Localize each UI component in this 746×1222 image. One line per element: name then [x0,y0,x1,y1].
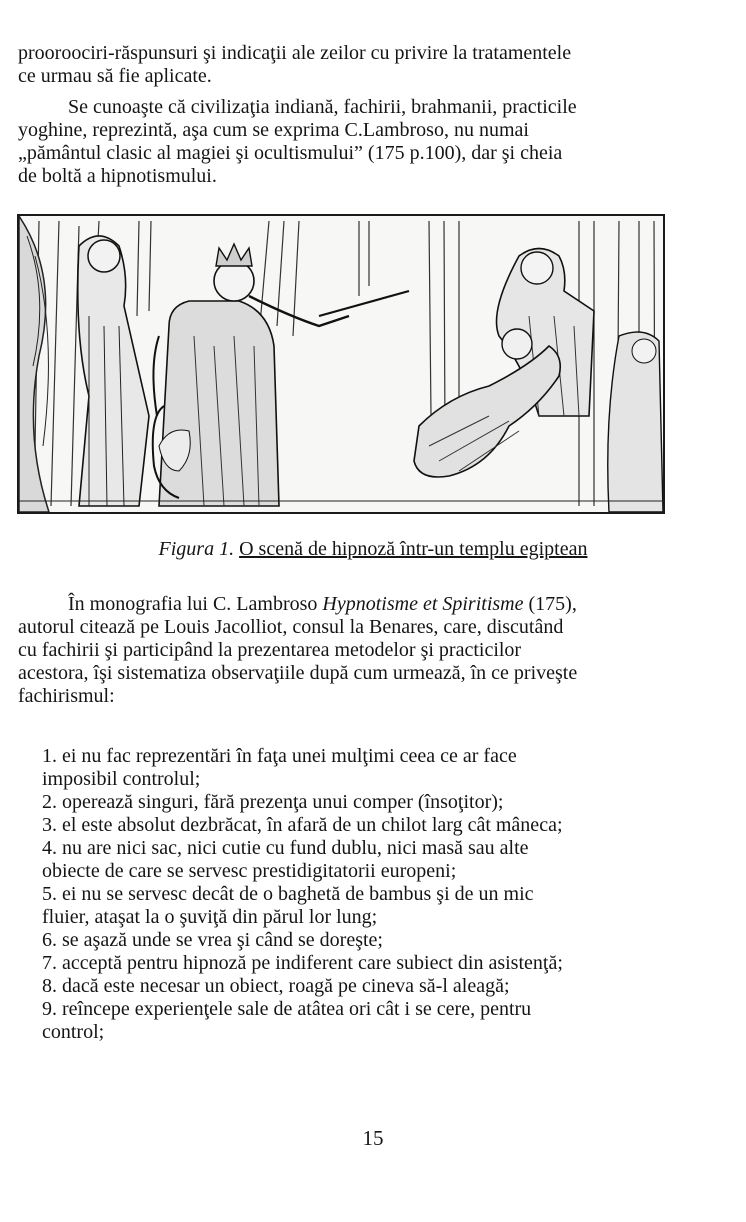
paragraph2-line-3: „pământul clasic al magiei şi ocultismului” (175 p.100), dar şi cheia [18,142,563,164]
paragraph3-line-2: autorul citează pe Louis Jacolliot, consul la Benares, care, discutând [18,616,564,638]
book-title: Hypnotisme et Spiritisme [322,593,524,615]
list-item-text: 3. el este absolut dezbrăcat, în afară de un chilot larg cât mâneca; [42,814,563,836]
list-item-text: 1. ei nu fac reprezentări în faţa unei mulţimi ceea ce ar face [42,745,517,767]
paragraph3-line-5: fachirismul: [18,685,115,707]
list-item-text: 4. nu are nici sac, nici cutie cu fund dublu, nici masă sau alte [42,837,529,859]
paragraph2-line-2: yoghine, reprezintă, aşa cum se exprima C.Lambroso, nu numai [18,119,529,141]
paragraph-monografia [18,593,668,708]
page-number: 15 [362,1126,384,1150]
paragraph3-line-1 [18,593,668,616]
list-item-text: 6. se aşază unde se vrea şi când se doreşte; [42,929,383,951]
list-item-text: 5. ei nu se servesc decât de o baghetă de bambus şi de un mic [42,883,534,905]
paragraph3-line-4: acestora, îşi sistematiza observaţiile după cum urmează, în ce priveşte [18,662,578,684]
list-item-continuation: control; [42,1021,105,1043]
list-item [42,998,662,1044]
figure-illustration [17,214,665,514]
list-item-text: 8. dacă este necesar un obiect, roagă pe cineva să-l aleagă; [42,975,510,997]
list-item-text: 9. reîncepe experienţele sale de atâtea ori cât i se cere, pentru [42,998,532,1020]
intro-line-2: ce urmau să fie aplicate. [18,65,212,87]
paragraph2-line-4: de boltă a hipnotismului. [18,165,217,187]
paragraph3-line-1-b: (175), [523,593,577,615]
hypnosis-scene-engraving [19,216,663,512]
list-item [42,952,662,975]
figure-caption [0,538,746,561]
list-item [42,975,662,998]
intro-line-1: prooroociri-răspunsuri şi indicaţii ale zeilor cu privire la tratamentele [18,42,572,64]
list-item [42,929,662,952]
figure-caption-text: O scenă de hipnoză într-un templu egiptean [239,538,588,560]
list-item [42,837,662,883]
list-item [42,814,662,837]
list-item-continuation: obiecte de care se servesc prestidigitatorii europeni; [42,860,457,882]
paragraph2-line-1: Se cunoaşte că civilizaţia indiană, fachirii, brahmanii, practicile [68,96,577,118]
paragraph3-line-1-a: În monografia lui C. Lambroso [68,593,323,615]
figure-label: Figura 1. [158,538,235,560]
list-item [42,883,662,929]
list-item-continuation: imposibil controlul; [42,768,201,790]
fakir-observations-list [42,745,662,1044]
intro-paragraph [18,42,668,88]
paragraph-civilizatia [18,96,668,188]
list-item-continuation: fluier, ataşat la o şuviţă din părul lor lung; [42,906,378,928]
list-item [42,791,662,814]
list-item-text: 7. acceptă pentru hipnoză pe indiferent care subiect din asistenţă; [42,952,563,974]
list-item-text: 2. operează singuri, fără prezenţa unui comper (însoţitor); [42,791,504,813]
paragraph3-line-3: cu fachirii şi participând la prezentarea metodelor şi practicilor [18,639,522,661]
list-item [42,745,662,791]
